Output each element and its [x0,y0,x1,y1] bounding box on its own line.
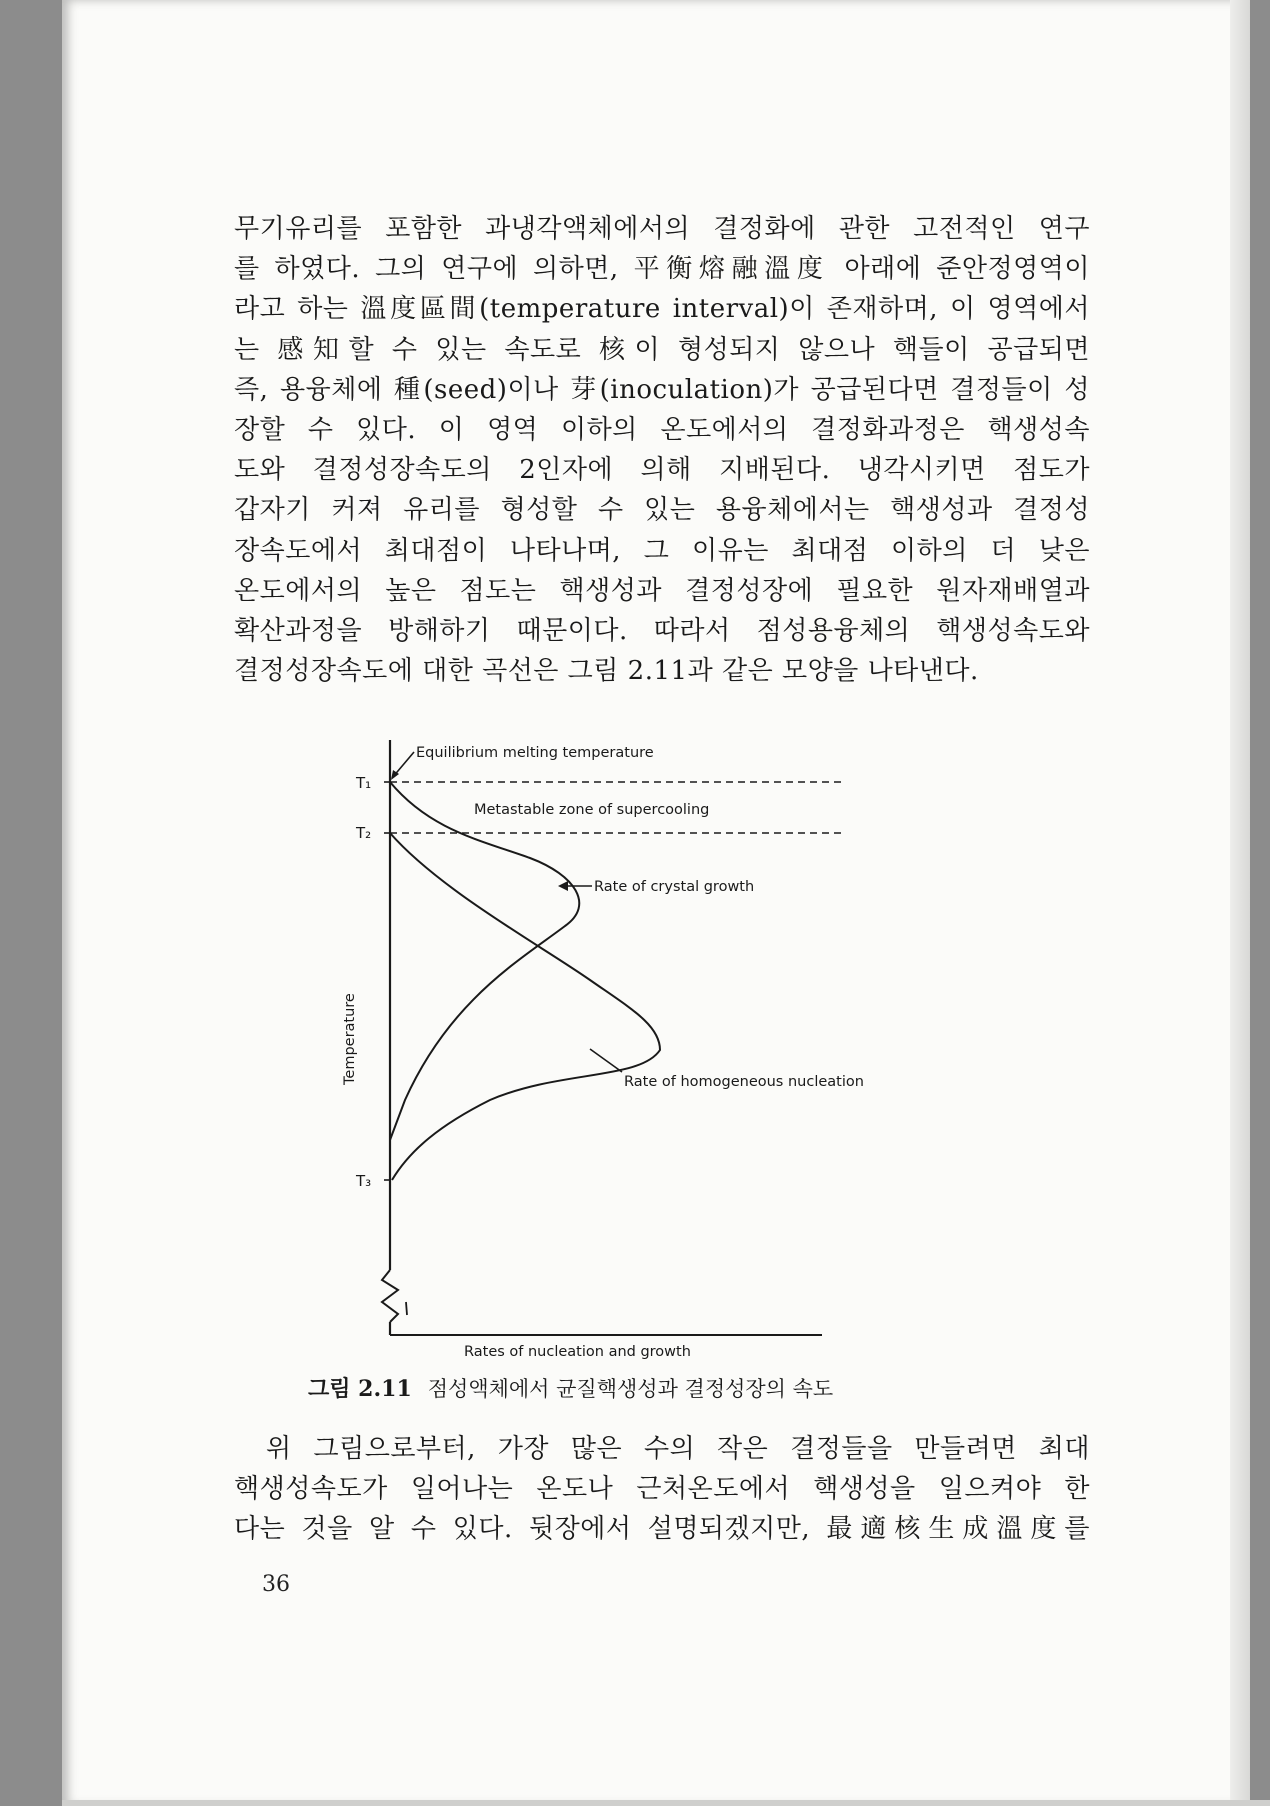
text-line: 핵생성속도가 일어나는 온도나 근처온도에서 핵생성을 일으켜야 한 [234,1474,1090,1505]
text-line: 온도에서의 높은 점도는 핵생성과 결정성장에 필요한 원자재배열과 [234,575,1090,606]
text-line: 결정성장속도에 대한 곡선은 그림 2.11과 같은 모양을 나타낸다. [234,656,979,687]
text-line: 다는 것을 알 수 있다. 뒷장에서 설명되겠지만, 最適核生成溫度를 [234,1514,1090,1545]
caption-text: 점성액체에서 균질핵생성과 결정성장의 속도 [427,1377,834,1401]
text-line: 장속도에서 최대점이 나타나며, 그 이유는 최대점 이하의 더 낮은 [234,535,1090,566]
x-axis-label: Rates of nucleation and growth [464,1344,691,1360]
crystal-growth-label: Rate of crystal growth [594,879,755,895]
figure-nucleation-growth-diagram [330,730,890,1370]
text-line: 라고 하는 溫度區間(temperature interval)이 존재하며, 이 영역에서 [234,294,1090,325]
crystal-growth-arrowhead [558,881,568,891]
crystal-growth-curve [390,782,579,1140]
text-line: 즉, 용융체에 種(seed)이나 芽(inoculation)가 공급된다면 결정들이 성 [234,374,1090,405]
t1-label: T₁ [356,774,372,792]
paragraph-bottom [234,1429,1090,1550]
text-line: 장할 수 있다. 이 영역 이하의 온도에서의 결정화과정은 핵생성속 [234,415,1090,446]
text-line: 는 感知할 수 있는 속도로 核이 형성되지 않으나 핵들이 공급되면 [234,334,1090,365]
page-number: 36 [262,1572,290,1597]
text-line: 위 그림으로부터, 가장 많은 수의 작은 결정들을 만들려면 최대 [266,1434,1090,1464]
y-axis-label: Temperature [342,993,358,1085]
t2-label: T₂ [356,824,372,842]
page-bottom-edge [62,1800,1270,1806]
figure-caption [308,1372,833,1403]
paragraph-top [234,209,1090,691]
caption-number: 그림 2.11 [308,1376,412,1402]
text-line: 확산과정을 방해하기 때문이다. 따라서 점성용융체의 핵생성속도와 [234,616,1090,647]
nucleation-label: Rate of homogeneous nucleation [624,1074,864,1090]
equilibrium-label: Equilibrium melting temperature [416,745,654,761]
metastable-zone-label: Metastable zone of supercooling [474,802,710,818]
text-line: 무기유리를 포함한 과냉각액체에서의 결정화에 관한 고전적인 연구 [234,214,1090,244]
axis-break [382,1270,398,1322]
axis-tick-mark [406,1302,407,1315]
nucleation-arrow [590,1049,622,1072]
text-line: 갑자기 커져 유리를 형성할 수 있는 용융체에서는 핵생성과 결정성 [234,495,1090,526]
text-line: 도와 결정성장속도의 2인자에 의해 지배된다. 냉각시키면 점도가 [234,455,1090,486]
page-edge [1230,0,1250,1806]
t3-label: T₃ [356,1172,372,1190]
text-line: 를 하였다. 그의 연구에 의하면, 平衡熔融溫度 아래에 준안정영역이 [234,254,1090,285]
